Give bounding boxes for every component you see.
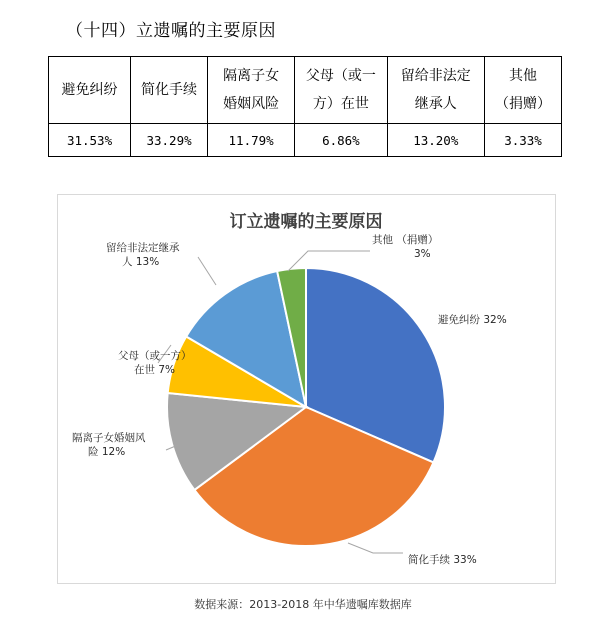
header-line: 父母（或一 — [305, 68, 376, 84]
source-caption: 数据来源：2013-2018 年中华遗嘱库数据库 — [194, 598, 412, 611]
slice-label-line: 险 12% — [88, 446, 126, 458]
header-line: 方）在世 — [312, 96, 369, 112]
leader-line — [198, 257, 216, 285]
table-header-row — [49, 57, 562, 124]
slice-label-line: 简化手续 33% — [408, 554, 477, 566]
pie-chart-frame — [57, 194, 556, 584]
slice-label-line: 人 13% — [122, 256, 160, 268]
slice-label-line: 3% — [414, 248, 431, 260]
slice-label — [372, 233, 438, 260]
header-line: 避免纠纷 — [61, 82, 118, 98]
table-header-cell — [49, 57, 131, 124]
slice-label — [408, 553, 477, 566]
slice-label-line: 隔离子女婚姻风 — [72, 432, 146, 444]
header-line: （捐赠） — [495, 96, 551, 112]
slice-label — [438, 313, 507, 326]
slice-label-line: 避免纠纷 32% — [438, 314, 507, 326]
table-header-cell — [208, 57, 295, 124]
slice-label-line: 其他 （捐赠） — [372, 234, 439, 246]
pie-chart — [58, 195, 555, 583]
reasons-table — [48, 56, 562, 157]
slice-label-line: 在世 7% — [134, 364, 175, 376]
table-value-cell: 6.86% — [295, 124, 387, 157]
header-line: 留给非法定 — [400, 68, 471, 84]
table-value-cell: 3.33% — [485, 124, 562, 157]
header-line: 婚姻风险 — [223, 96, 280, 112]
slice-label-line: 留给非法定继承 — [106, 242, 180, 254]
slice-label — [106, 241, 180, 268]
header-line: 继承人 — [414, 96, 457, 112]
section-heading: （十四）立遗嘱的主要原因 — [66, 21, 276, 41]
pie-slices — [167, 268, 445, 546]
slice-label — [72, 431, 146, 458]
table-value-cell: 31.53% — [49, 124, 131, 157]
header-line: 隔离子女 — [223, 68, 280, 84]
leader-line — [348, 543, 403, 553]
header-line: 其他 — [509, 68, 537, 84]
header-line: 简化手续 — [141, 82, 198, 98]
chart-title: 订立遗嘱的主要原因 — [229, 212, 383, 232]
table-header-cell — [485, 57, 562, 124]
table-value-cell: 33.29% — [131, 124, 208, 157]
table-value-row — [49, 124, 562, 157]
table-header-cell — [295, 57, 387, 124]
slice-label-line: 父母（或一方） — [118, 350, 192, 362]
table-value-cell: 13.20% — [387, 124, 484, 157]
table-header-cell — [131, 57, 208, 124]
table-value-cell: 11.79% — [208, 124, 295, 157]
table-header-cell — [387, 57, 484, 124]
